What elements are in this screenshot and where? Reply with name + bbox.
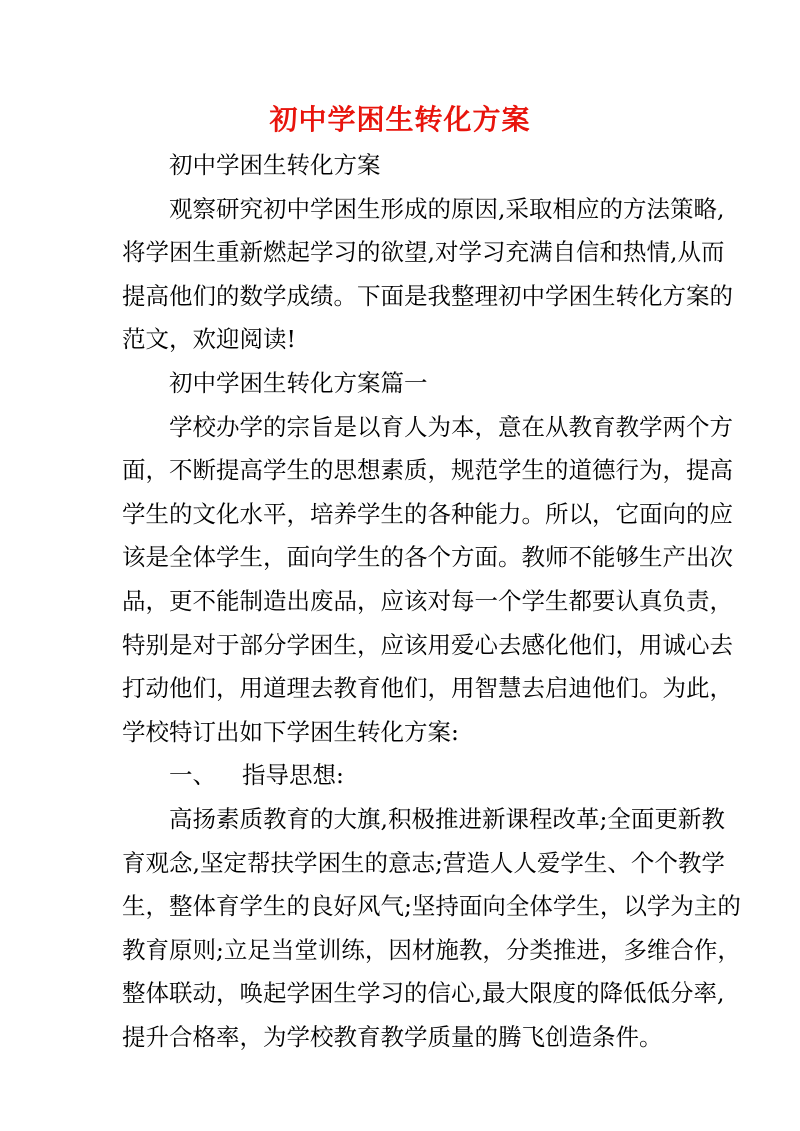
body-line: 学生的文化水平，培养学生的各种能力。所以，它面向的应 <box>122 499 733 528</box>
section-heading <box>122 754 682 798</box>
guide-paragraph <box>122 798 741 1060</box>
intro-line: 提高他们的数学成绩。下面是我整理初中学困生转化方案的 <box>122 281 733 310</box>
body-line: 特别是对于部分学困生，应该用爱心去感化他们，用诚心去 <box>122 630 733 659</box>
body-line: 品，更不能制造出废品，应该对每一个学生都要认真负责， <box>122 586 733 615</box>
document-title: 初中学困生转化方案 <box>269 103 531 136</box>
guide-line: 高扬素质教育的大旗,积极推进新课程改革;全面更新教 <box>169 804 725 833</box>
body-paragraph <box>122 406 733 755</box>
body-line: 学校办学的宗旨是以育人为本，意在从教育教学两个方 <box>169 412 733 441</box>
section-title <box>122 362 682 406</box>
section-heading-line <box>122 754 682 798</box>
heading-text: 指导思想: <box>242 761 344 790</box>
heading-number: 一、 <box>169 761 216 790</box>
intro-line: 观察研究初中学困生形成的原因,采取相应的方法策略, <box>169 194 725 223</box>
guide-line: 育观念,坚定帮扶学困生的意志;营造人人爱学生、个个教学 <box>122 848 725 877</box>
section-title-text: 初中学困生转化方案篇一 <box>169 368 428 397</box>
intro-paragraph <box>122 188 733 362</box>
intro-line: 将学困生重新燃起学习的欲望,对学习充满自信和热情,从而 <box>122 238 725 267</box>
guide-line: 生，整体育学生的良好风气;坚持面向全体学生，以学为主的 <box>122 892 741 921</box>
body-line: 面，不断提高学生的思想素质，规范学生的道德行为，提高 <box>122 456 733 485</box>
guide-line: 提升合格率，为学校教育教学质量的腾飞创造条件。 <box>122 1022 663 1051</box>
guide-line: 教育原则;立足当堂训练，因材施教，分类推进，多维合作， <box>122 935 741 964</box>
subtitle <box>122 144 682 188</box>
guide-line: 整体联动，唤起学困生学习的信心,最大限度的降低低分率, <box>122 979 725 1008</box>
document-body <box>122 144 741 1059</box>
body-line: 学校特订出如下学困生转化方案: <box>122 717 459 746</box>
body-line: 该是全体学生，面向学生的各个方面。教师不能够生产出次 <box>122 543 733 572</box>
subtitle-text: 初中学困生转化方案 <box>169 151 381 179</box>
intro-line: 范文，欢迎阅读! <box>122 325 296 354</box>
body-line: 打动他们，用道理去教育他们，用智慧去启迪他们。为此， <box>122 674 733 703</box>
